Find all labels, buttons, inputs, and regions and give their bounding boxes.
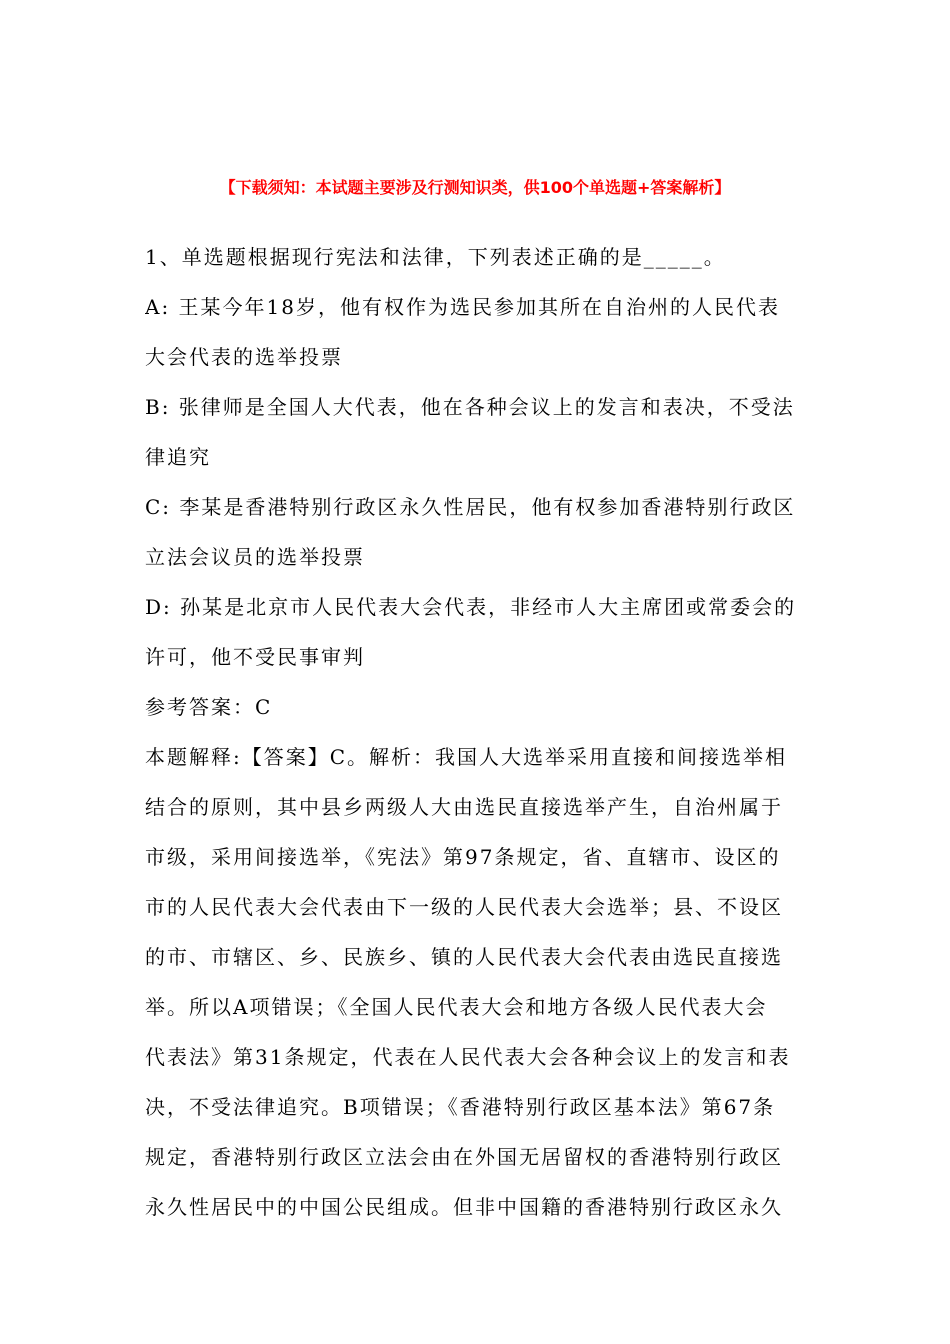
explanation-line: 结合的原则，其中县乡两级人大由选民直接选举产生，自治州属于 (145, 795, 783, 819)
explanation-line: 决，不受法律追究。B项错误；《香港特别行政区基本法》第67条 (145, 1095, 776, 1119)
explanation-line: 市级，采用间接选举，《宪法》第97条规定，省、直辖市、设区的 (145, 845, 781, 869)
download-notice: 【下载须知：本试题主要涉及行测知识类，供100个单选题+答案解析】 (219, 178, 731, 197)
question-stem: 1、单选题根据现行宪法和法律，下列表述正确的是_____。 (145, 245, 726, 269)
option-d-line-1: D: 孙某是北京市人民代表大会代表，非经市人大主席团或常委会的 (145, 595, 797, 619)
option-c-line-2: 立法会议员的选举投票 (145, 545, 365, 569)
explanation-line: 的市、市辖区、乡、民族乡、镇的人民代表大会代表由选民直接选 (145, 945, 783, 969)
option-b-line-2: 律追究 (145, 445, 211, 469)
option-b-line-1: B: 张律师是全国人大代表，他在各种会议上的发言和表决，不受法 (145, 395, 795, 419)
explanation-line: 规定，香港特别行政区立法会由在外国无居留权的香港特别行政区 (145, 1145, 783, 1169)
reference-answer: 参考答案：C (145, 695, 273, 719)
option-a-line-2: 大会代表的选举投票 (145, 345, 343, 369)
explanation-line: 代表法》第31条规定，代表在人民代表大会各种会议上的发言和表 (145, 1045, 791, 1069)
question-block (145, 232, 810, 1232)
explanation-line: 本题解释:【答案】C。解析：我国人大选举采用直接和间接选举相 (145, 745, 788, 769)
explanation-line: 市的人民代表大会代表由下一级的人民代表大会选举；县、不设区 (145, 895, 783, 919)
option-a-line-1: A: 王某今年18岁，他有权作为选民参加其所在自治州的人民代表 (145, 295, 780, 319)
option-c-line-1: C: 李某是香港特别行政区永久性居民，他有权参加香港特别行政区 (145, 495, 796, 519)
explanation-line: 永久性居民中的中国公民组成。但非中国籍的香港特别行政区永久 (145, 1195, 783, 1219)
option-d-line-2: 许可，他不受民事审判 (145, 645, 365, 669)
explanation-line: 举。所以A项错误；《全国人民代表大会和地方各级人民代表大会 (145, 995, 768, 1019)
